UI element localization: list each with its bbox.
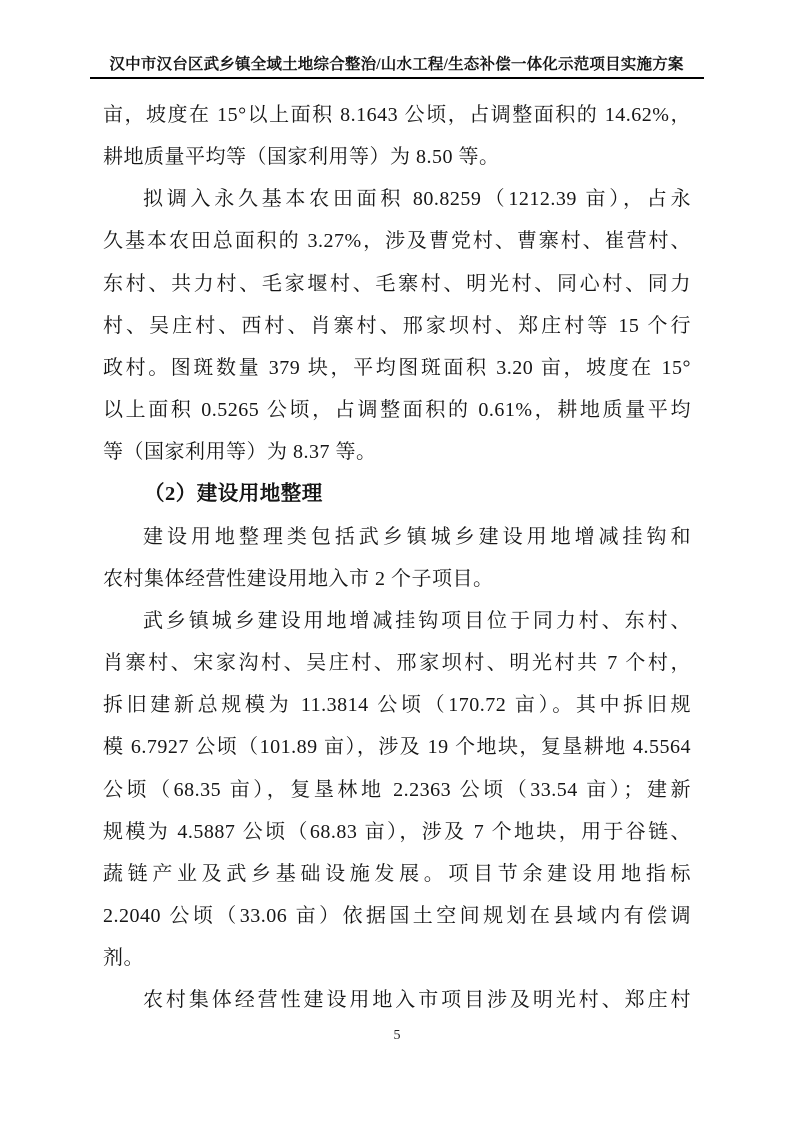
text-line: 拆旧建新总规模为 11.3814 公顷（170.72 亩）。其中拆旧规	[103, 694, 691, 717]
text-line: 等（国家利用等）为 8.37 等。	[103, 441, 377, 464]
text-line: 肖寨村、宋家沟村、吴庄村、邢家坝村、明光村共 7 个村，	[103, 652, 691, 675]
paragraph	[103, 600, 691, 979]
text-line: 农村集体经营性建设用地入市 2 个子项目。	[103, 567, 494, 590]
text-line: 政村。图斑数量 379 块，平均图斑面积 3.20 亩，坡度在 15°	[103, 356, 691, 379]
section-heading-text: （2）建设用地整理	[144, 483, 323, 506]
paragraph	[103, 178, 691, 473]
text-line: 亩，坡度在 15°以上面积 8.1643 公顷，占调整面积的 14.62%，	[103, 104, 691, 126]
text-line: 剂。	[103, 947, 144, 970]
section-heading	[103, 473, 691, 515]
text-line: 村、吴庄村、西村、肖寨村、邢家坝村、郑庄村等 15 个行	[103, 314, 691, 337]
paragraph	[103, 516, 691, 600]
text-line: 东村、共力村、毛家堰村、毛寨村、明光村、同心村、同力	[103, 272, 691, 295]
text-line: 模 6.7927 公顷（101.89 亩），涉及 19 个地块，复垦耕地 4.5564	[103, 736, 691, 759]
content-area	[103, 94, 691, 1021]
text-line: 农村集体经营性建设用地入市项目涉及明光村、郑庄村	[143, 989, 691, 1012]
text-line: 拟调入永久基本农田面积 80.8259（1212.39 亩），占永	[143, 188, 691, 211]
text-line: 建设用地整理类包括武乡镇城乡建设用地增减挂钩和	[143, 525, 691, 548]
text-line: 蔬链产业及武乡基础设施发展。项目节余建设用地指标	[103, 862, 691, 885]
text-line: 以上面积 0.5265 公顷，占调整面积的 0.61%，耕地质量平均	[103, 399, 691, 422]
paragraph	[103, 979, 691, 1021]
text-line: 久基本农田总面积的 3.27%，涉及曹党村、曹寨村、崔营村、	[103, 230, 691, 253]
text-line: 规模为 4.5887 公顷（68.83 亩），涉及 7 个地块，用于谷链、	[103, 820, 691, 843]
page-number: 5	[393, 1028, 401, 1043]
text-line: 公顷（68.35 亩），复垦林地 2.2363 公顷（33.54 亩）；建新	[103, 778, 691, 801]
text-line: 2.2040 公顷（33.06 亩）依据国土空间规划在县域内有偿调	[103, 904, 691, 927]
page-header-title: 汉中市汉台区武乡镇全域土地综合整治/山水工程/生态补偿一体化示范项目实施方案	[90, 52, 704, 79]
paragraph	[103, 94, 691, 178]
text-line: 武乡镇城乡建设用地增减挂钩项目位于同力村、东村、	[143, 609, 691, 632]
text-line: 耕地质量平均等（国家利用等）为 8.50 等。	[103, 146, 500, 169]
